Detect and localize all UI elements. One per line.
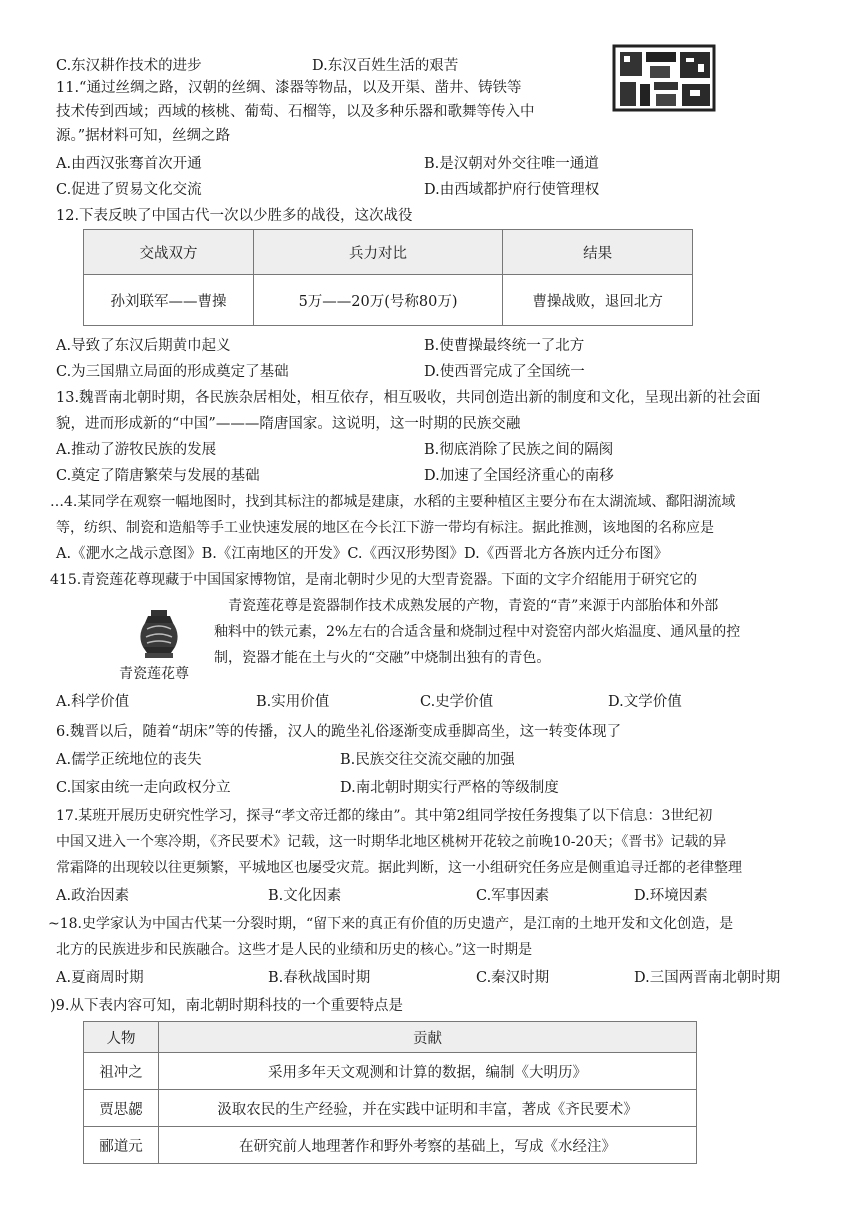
q15-desc-line-3: 制，瓷器才能在土与火的“交融”中烧制出独有的青色。: [214, 650, 551, 666]
q15-option-c[interactable]: C.史学价值: [420, 694, 494, 710]
q13-stem-line-1: 13.魏晋南北朝时期，各民族杂居相处，相互依存，相互吸收，共同创造出新的制度和文化，呈现出新的社会面: [56, 390, 761, 406]
q14-options[interactable]: A.《淝水之战示意图》B.《江南地区的开发》C.《西汉形势图》D.《西晋北方各族内迁分布图》: [56, 546, 669, 562]
stamp-image-icon: [612, 44, 716, 112]
q15-stem: 415.青瓷莲花尊现藏于中国国家博物馆，是南北朝时少见的大型青瓷器。下面的文字介绍能用于研究它的: [50, 572, 698, 588]
q17-option-b[interactable]: B.文化因素: [268, 888, 342, 904]
q19-table-header-row: [84, 1022, 697, 1053]
q16-option-d[interactable]: D.南北朝时期实行严格的等级制度: [340, 780, 559, 796]
q19-table: [83, 1021, 697, 1164]
q11-option-a[interactable]: A.由西汉张骞首次开通: [56, 156, 202, 172]
q15-desc-line-1: 青瓷莲花尊是瓷器制作技术成熟发展的产物，青瓷的“青”来源于内部胎体和外部: [228, 598, 719, 614]
q17-option-c[interactable]: C.军事因素: [476, 888, 550, 904]
q11-option-d[interactable]: D.由西域都护府行使管理权: [424, 182, 600, 198]
q14-stem-line-1: …4.某同学在观察一幅地图时，找到其标注的都城是建康，水稻的主要种植区主要分布在太湖流域、鄱阳湖流域: [50, 494, 736, 510]
q16-option-a[interactable]: A.儒学正统地位的丧失: [56, 752, 202, 768]
q13-option-c[interactable]: C.奠定了隋唐繁荣与发展的基础: [56, 468, 260, 484]
q11-option-b[interactable]: B.是汉朝对外交往唯一通道: [424, 156, 599, 172]
q11-stem-line-3: 源。”据材料可知，丝绸之路: [56, 128, 231, 144]
q12-table: [83, 229, 693, 326]
q17-option-d[interactable]: D.环境因素: [634, 888, 708, 904]
q15-option-d[interactable]: D.文学价值: [608, 694, 682, 710]
q17-stem-line-1: 17.某班开展历史研究性学习，探寻“孝文帝迁都的缘由”。其中第2组同学按任务搜集了以下信息：3世纪初: [56, 808, 713, 824]
q18-option-d[interactable]: D.三国两晋南北朝时期: [634, 970, 781, 986]
q19-cell-contribution: 在研究前人地理著作和野外考察的基础上，写成《水经注》: [159, 1127, 697, 1164]
q19-cell-contribution: 汲取农民的生产经验，并在实践中证明和丰富，著成《齐民要术》: [159, 1090, 697, 1127]
q19-stem: )9.从下表内容可知，南北朝时期科技的一个重要特点是: [50, 998, 403, 1014]
q15-image-caption: 青瓷莲花尊: [119, 666, 189, 682]
celadon-lotus-vessel-icon: [131, 609, 187, 659]
q17-stem-line-2: 中国又进入一个寒冷期，《齐民要术》记载，这一时期华北地区桃树开花较之前晚10-20天；《晋书》记载的异: [56, 834, 727, 850]
q12-cell-forces: 5万——20万(号称80万): [253, 275, 502, 326]
q14-stem-line-2: 等，纺织、制瓷和造船等手工业快速发展的地区在今长江下游一带均有标注。据此推测，该地图的名称应是: [56, 520, 714, 536]
q17-stem-line-3: 常霜降的出现较以往更频繁，平城地区也屡受灾荒。据此判断，这一小组研究任务应是侧重追寻迁都的老律整理: [56, 860, 742, 876]
q16-stem: 6.魏晋以后，随着“胡床”等的传播，汉人的跪坐礼俗逐渐变成垂脚高坐，这一转变体现了: [56, 724, 622, 740]
q12-option-a[interactable]: A.导致了东汉后期黄巾起义: [56, 338, 231, 354]
table-row: [84, 1127, 697, 1164]
q19-header-contribution: 贡献: [159, 1022, 697, 1053]
q19-cell-contribution: 采用多年天文观测和计算的数据，编制《大明历》: [159, 1053, 697, 1090]
q19-cell-person: 贾思勰: [84, 1090, 159, 1127]
q12-option-d[interactable]: D.使西晋完成了全国统一: [424, 364, 585, 380]
q15-desc-line-2: 釉料中的铁元素，2%左右的合适含量和烧制过程中对瓷窑内部火焰温度、通风量的控: [214, 624, 741, 640]
q12-header-forces: 兵力对比: [253, 230, 502, 275]
q19-cell-person: 祖冲之: [84, 1053, 159, 1090]
q12-header-result: 结果: [503, 230, 693, 275]
q10-option-d[interactable]: D.东汉百姓生活的艰苦: [312, 58, 459, 74]
q12-stem: 12.下表反映了中国古代一次以少胜多的战役，这次战役: [56, 208, 413, 224]
q12-option-c[interactable]: C.为三国鼎立局面的形成奠定了基础: [56, 364, 289, 380]
q16-option-b[interactable]: B.民族交往交流交融的加强: [340, 752, 515, 768]
q12-header-parties: 交战双方: [84, 230, 254, 275]
q19-header-person: 人物: [84, 1022, 159, 1053]
q18-stem-line-1: ~18.史学家认为中国古代某一分裂时期，“留下来的真正有价值的历史遗产，是江南的土地开发和文化创造，是: [48, 916, 734, 932]
q13-option-a[interactable]: A.推动了游牧民族的发展: [56, 442, 217, 458]
q18-option-c[interactable]: C.秦汉时期: [476, 970, 550, 986]
q18-stem-line-2: 北方的民族进步和民族融合。这些才是人民的业绩和历史的核心。”这一时期是: [56, 942, 533, 958]
q18-option-b[interactable]: B.春秋战国时期: [268, 970, 371, 986]
q15-option-b[interactable]: B.实用价值: [256, 694, 330, 710]
q11-stem-line-1: 11.“通过丝绸之路，汉朝的丝绸、漆器等物品，以及开渠、凿井、铸铁等: [56, 80, 522, 96]
q12-cell-parties: 孙刘联军——曹操: [84, 275, 254, 326]
q19-cell-person: 郦道元: [84, 1127, 159, 1164]
q10-option-c[interactable]: C.东汉耕作技术的进步: [56, 58, 202, 74]
q12-cell-result: 曹操战败，退回北方: [503, 275, 693, 326]
q15-option-a[interactable]: A.科学价值: [56, 694, 130, 710]
table-row: [84, 1053, 697, 1090]
q13-stem-line-2: 貌，进而形成新的“中国”———隋唐国家。这说明，这一时期的民族交融: [56, 416, 521, 432]
q18-option-a[interactable]: A.夏商周时期: [56, 970, 144, 986]
q13-option-d[interactable]: D.加速了全国经济重心的南移: [424, 468, 614, 484]
q17-option-a[interactable]: A.政治因素: [56, 888, 130, 904]
q11-option-c[interactable]: C.促进了贸易文化交流: [56, 182, 202, 198]
q16-option-c[interactable]: C.国家由统一走向政权分立: [56, 780, 231, 796]
q11-stem-line-2: 技术传到西域；西域的核桃、葡萄、石榴等，以及多种乐器和歌舞等传入中: [56, 104, 535, 120]
q12-table-header-row: [84, 230, 693, 275]
table-row: [84, 275, 693, 326]
table-row: [84, 1090, 697, 1127]
q13-option-b[interactable]: B.彻底消除了民族之间的隔阂: [424, 442, 614, 458]
q12-option-b[interactable]: B.使曹操最终统一了北方: [424, 338, 585, 354]
